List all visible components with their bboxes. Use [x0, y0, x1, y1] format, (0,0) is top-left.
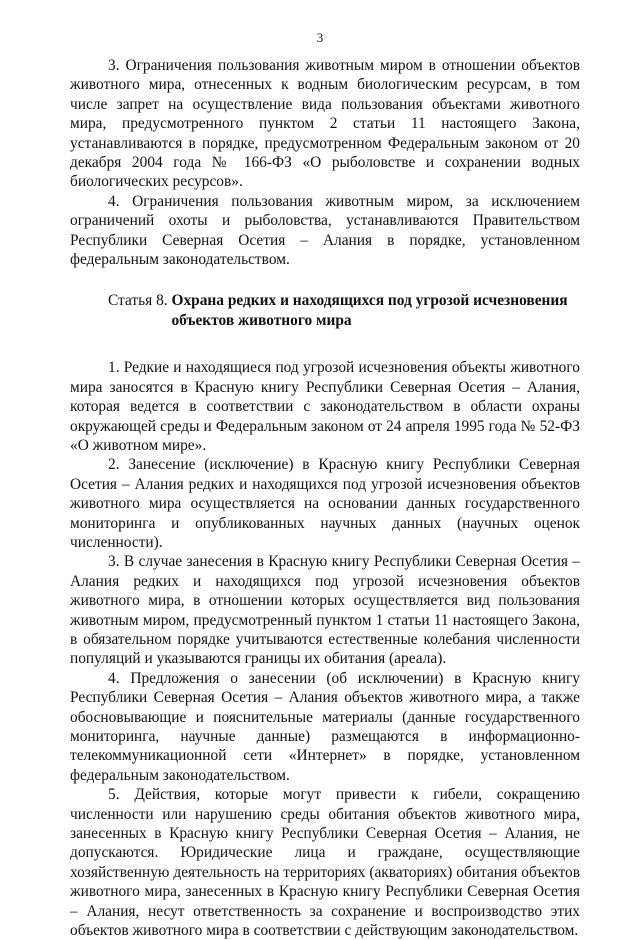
paragraph-red-book-inclusion: 2. Занесение (исключение) в Красную книгу Республики Северная Осетия – Алания редких и находящихся под угрозой исчезновения объектов животного мира осуществляется на основании данных государственного мониторинга и опубликованных научных данных (научных оценок численности).: [70, 456, 580, 551]
paragraph-red-book-population: 3. В случае занесения в Красную книгу Республики Северная Осетия – Алания редких и находящихся под угрозой исчезновения объектов животного мира, в отношении которых осуществляется вид пользования животным миром, предусмотренный пунктом 1 статьи 11 настоящего Закона, в обязательном порядке учитываются естественные колебания численности популяций и указываются границы их обитания (ареала).: [70, 553, 580, 668]
paragraph-restrictions-government: 4. Ограничения пользования животным миром, за исключением ограничений охоты и рыболовства, устанавливаются Правительством Республики Северная Осетия – Алания в порядке, установленном федеральным законодательством.: [70, 192, 580, 269]
paragraph-red-book-responsibility: 5. Действия, которые могут привести к гибели, сокращению численности или нарушению среды обитания объектов животного мира, занесенных в Красную книгу Республики Северная Осетия – Алания, не допускаются. Юридические лица и граждане, осуществляющие хозяйственную деятельность на территориях (акваториях) обитания объектов животного мира, занесенных в Красную книгу Республики Северная Осетия – Алания, несут ответственность за сохранение и воспроизводство этих объектов животного мира в соответствии с действующим законодательством.: [70, 786, 580, 940]
article-number: Статья 8.: [108, 292, 172, 310]
article-heading: [70, 291, 580, 330]
paragraph-restrictions-aquatic: 3. Ограничения пользования животным миром в отношении объектов животного мира, отнесенных к водным биологическим ресурсам, в том числе запрет на осуществление вида пользования объектами животного мира, предусмотренного пунктом 2 статьи 11 настоящего Закона, устанавливаются в порядке, предусмотренном Федеральным законом от 20 декабря 2004 года № 166-ФЗ «О рыболовстве и сохранении водных биологических ресурсов».: [70, 57, 580, 191]
page-number: 3: [316, 30, 324, 45]
article-title: Охрана редких и находящихся под угрозой исчезновения объектов животного мира: [171, 292, 568, 329]
paragraph-red-book-proposals: 4. Предложения о занесении (об исключении) в Красную книгу Республики Северная Осетия – Алания объектов животного мира, а также обосновывающие и пояснительные материалы (данные государственного мониторинга, научные данные) размещаются в информационно-телекоммуникационной сети «Интернет» в порядке, установленном федеральным законодательством.: [70, 669, 580, 784]
paragraph-red-book-entry: 1. Редкие и находящиеся под угрозой исчезновения объекты животного мира заносятся в Красную книгу Республики Северная Осетия – Алания, которая ведется в соответствии с законодательством в области охраны окружающей среды и Федеральным законом от 24 апреля 1995 года № 52-ФЗ «О животном мире».: [70, 359, 580, 454]
document-body: [70, 56, 580, 940]
